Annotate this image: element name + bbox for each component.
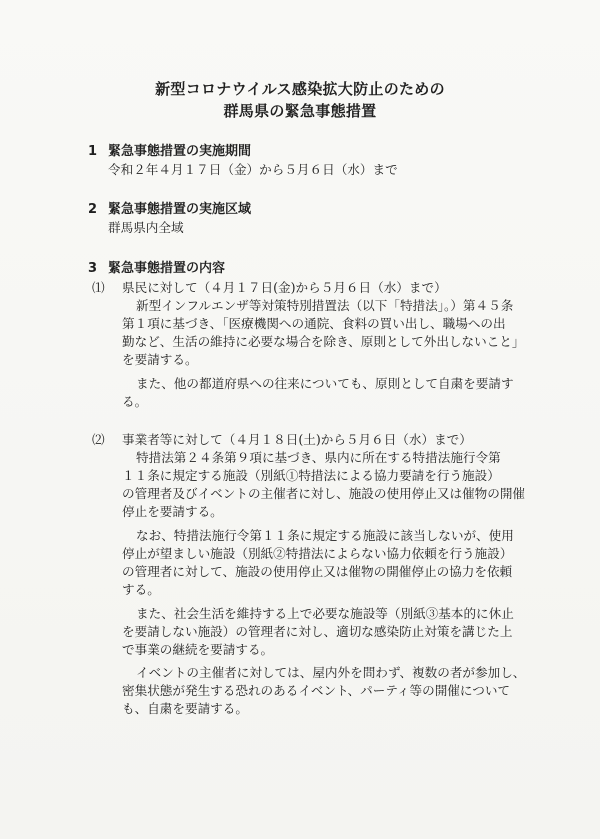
subsection-2-number: ⑵ (92, 432, 105, 447)
section-1-number: 1 (88, 144, 98, 159)
subsection-1-line: 勤など、生活の維持に必要な場合を除き、原則として外出しないこと」 (122, 334, 525, 349)
subsection-1-heading: 県民に対して（４月１７日(金)から５月６日（水）まで） (122, 280, 447, 295)
document-title-line-1: 新型コロナウイルス感染拡大防止のための (155, 80, 445, 98)
subsection-2-line: イベントの主催者に対しては、屋内外を問わず、複数の者が参加し、 (136, 665, 526, 680)
subsection-2-heading: 事業者等に対して（４月１８日(土)から５月６日（水）まで） (122, 432, 472, 447)
subsection-2-line: で事業の継続を要請する。 (122, 642, 274, 657)
document-title-line-2: 群馬県の緊急事態措置 (223, 102, 377, 120)
section-2-number: 2 (88, 202, 98, 217)
subsection-1-line: 新型インフルエンザ等対策特別措置法（以下「特措法」。）第４５条 (136, 298, 514, 313)
section-2-heading: 緊急事態措置の実施区域 (108, 202, 252, 217)
subsection-1-line: を要請する。 (122, 352, 198, 367)
subsection-1-number: ⑴ (92, 280, 105, 295)
subsection-1-line: 第１項に基づき、「医療機関への通院、食料の買い出し、職場への出 (122, 316, 506, 331)
subsection-2-line: また、社会生活を維持する上で必要な施設等（別紙③基本的に休止 (136, 606, 514, 621)
section-2-text: 群馬県内全域 (108, 220, 184, 235)
subsection-2-line: １１条に規定する施設（別紙①特措法による協力要請を行う施設） (122, 468, 500, 483)
subsection-2-line: する。 (122, 582, 160, 597)
subsection-2-line: 停止を要請する。 (122, 504, 223, 519)
subsection-2-line: 密集状態が発生する恐れのあるイベント、パーティ等の開催について (122, 683, 511, 698)
subsection-2-line: 特措法第２４条第９項に基づき、県内に所在する特措法施行令第 (136, 450, 501, 465)
section-1-heading: 緊急事態措置の実施期間 (108, 144, 252, 159)
subsection-1-line: また、他の都道府県への往来についても、原則として自粛を要請す (136, 376, 514, 391)
subsection-2-line: 停止が望ましい施設（別紙②特措法によらない協力依頼を行う施設） (122, 546, 513, 561)
subsection-1-line: る。 (122, 394, 148, 409)
subsection-2-line: なお、特措法施行令第１１条に規定する施設に該当しないが、使用 (136, 528, 514, 543)
section-3-heading: 緊急事態措置の内容 (108, 261, 226, 276)
section-1-text: 令和２年４月１７日（金）から５月６日（水）まで (108, 162, 398, 177)
subsection-2-line: の管理者に対して、施設の使用停止又は催物の開催停止の協力を依頼 (122, 564, 513, 579)
subsection-2-line: も、自粛を要請する。 (122, 701, 248, 716)
subsection-2-line: を要請しない施設）の管理者に対し、適切な感染防止対策を講じた上 (122, 624, 513, 639)
section-3-number: 3 (88, 261, 98, 276)
subsection-2-line: の管理者及びイベントの主催者に対し、施設の使用停止又は催物の開催 (122, 486, 525, 501)
